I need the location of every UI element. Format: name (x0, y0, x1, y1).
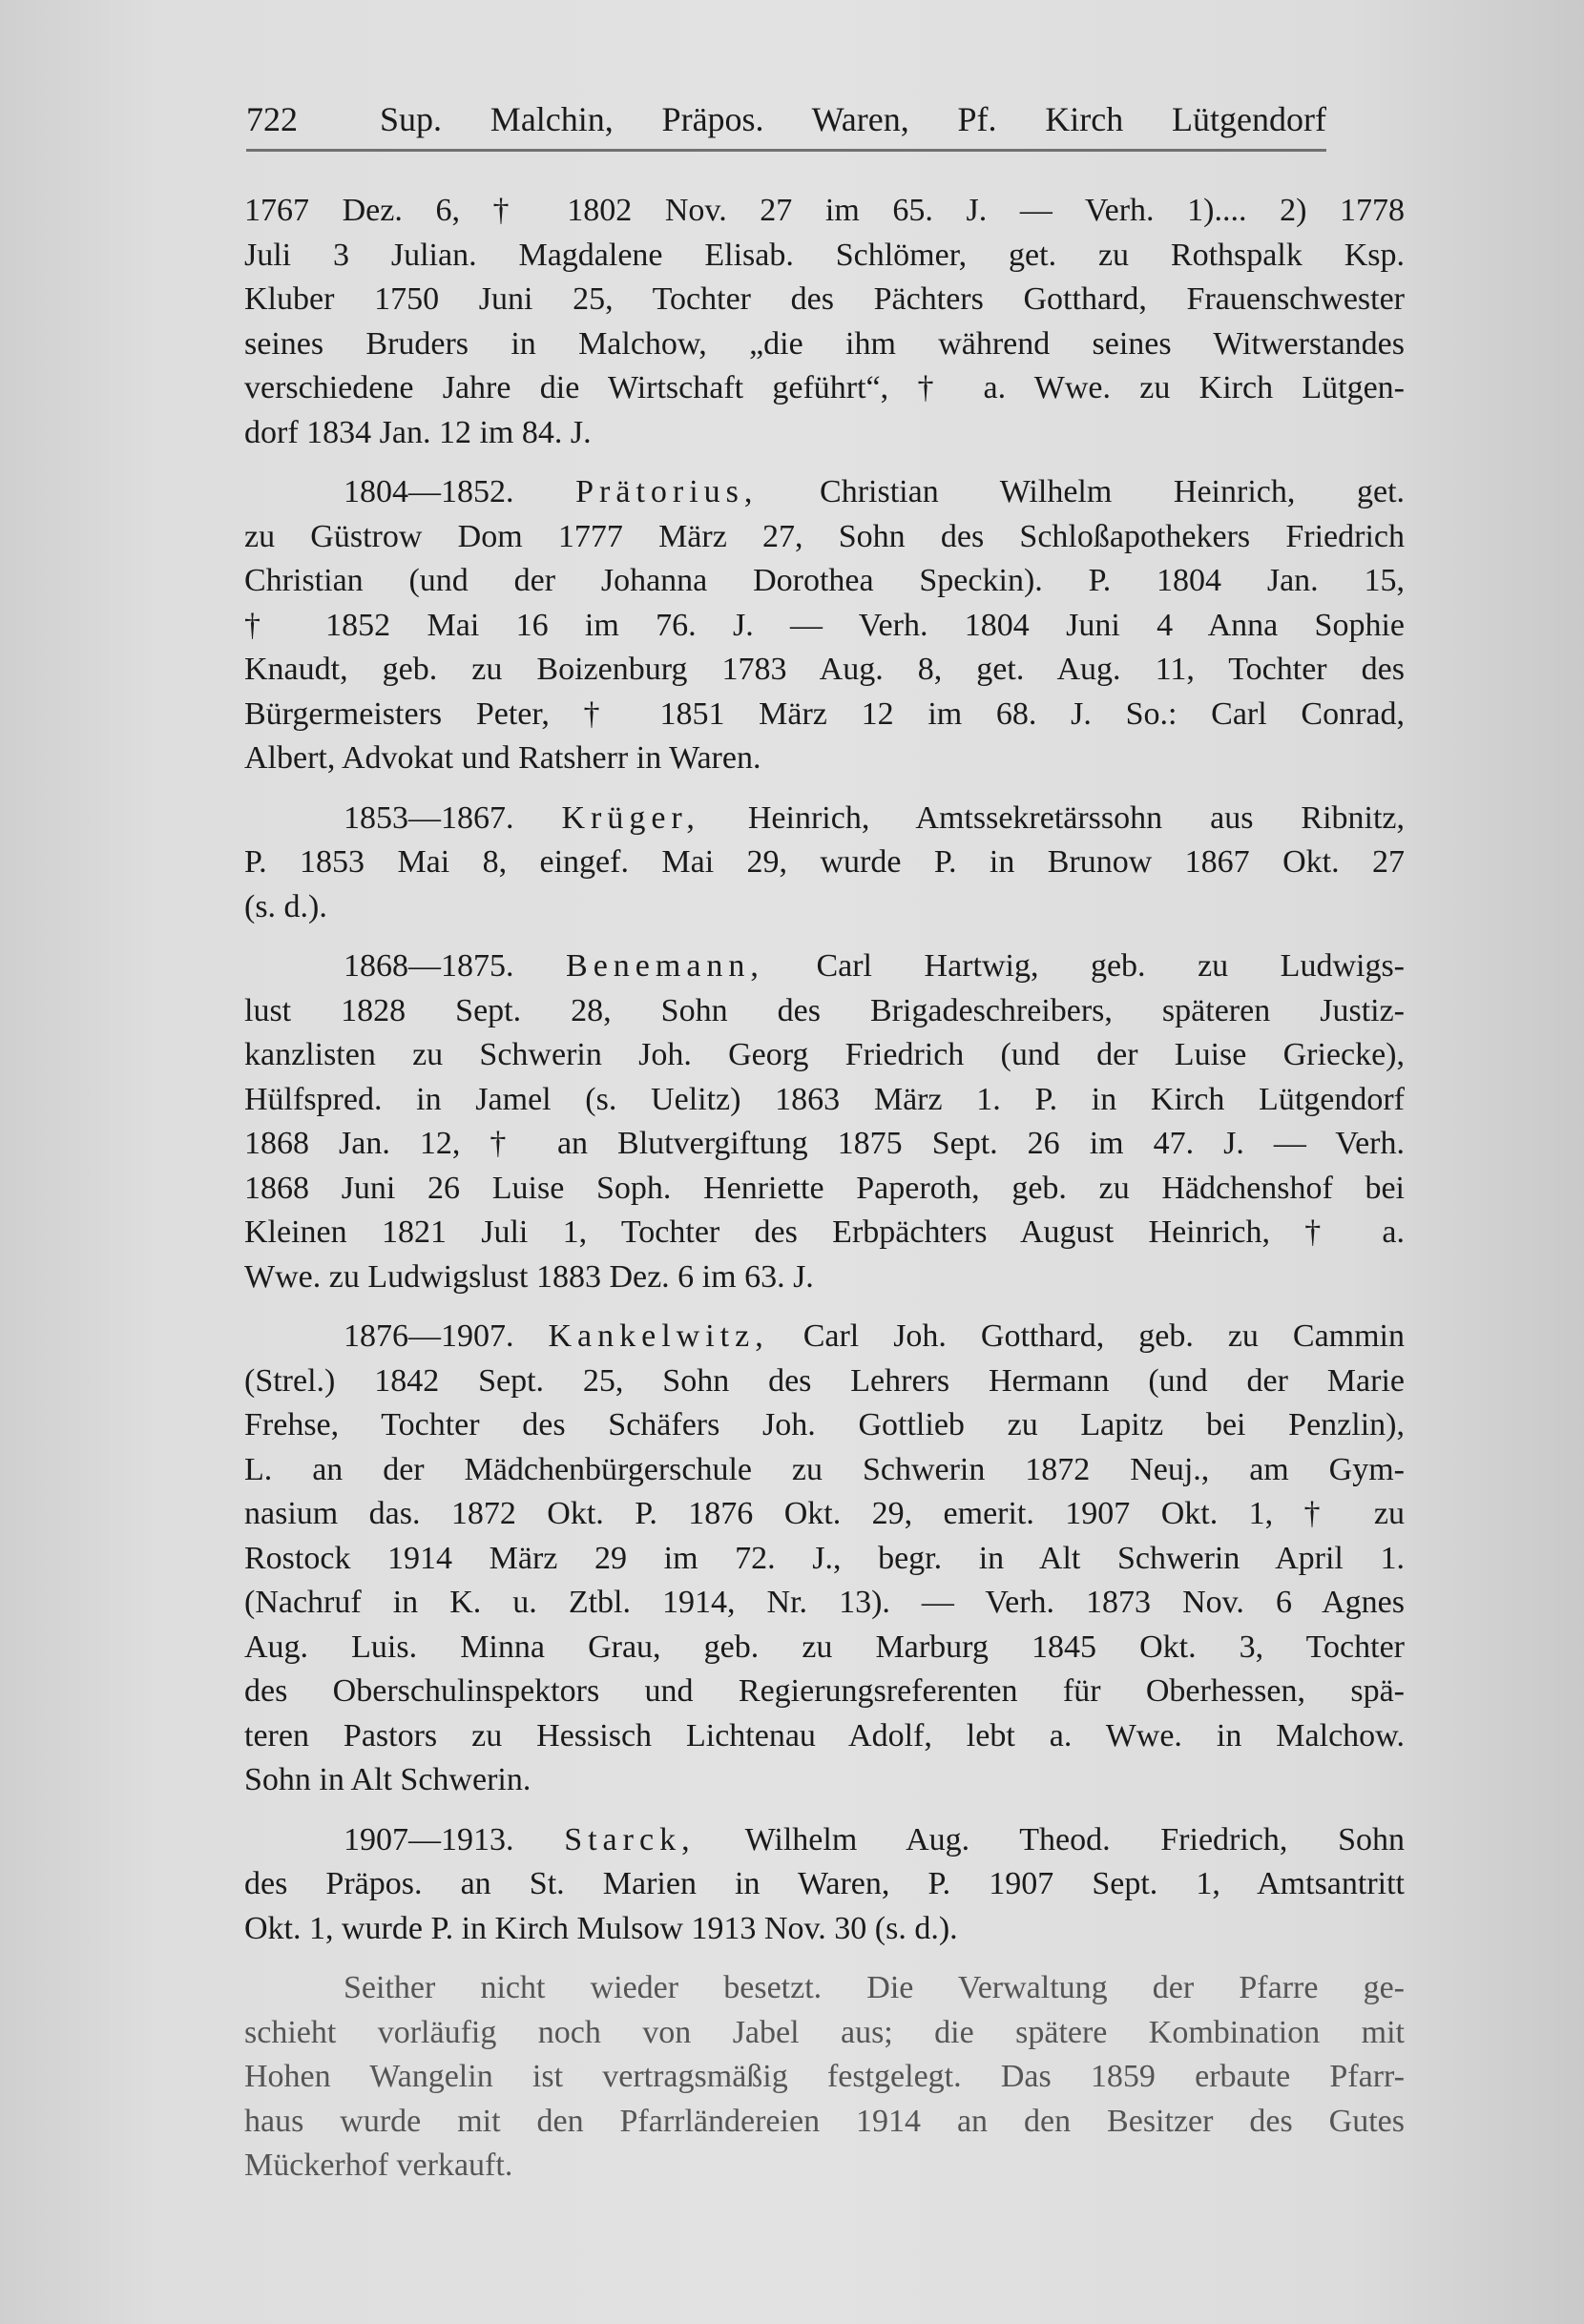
text-line: Christian (und der Johanna Dorothea Speckin). P. 1804 Jan. 15, (244, 563, 1405, 598)
entry-years: Seither nicht wieder besetzt. Die Verwaltung der Pfarre ge- (344, 1970, 1405, 2005)
text-line: 1868 Jan. 12, † an Blutvergiftung 1875 Sept. 26 im 47. J. — Verh. (244, 1126, 1405, 1161)
text-line: (Nachruf in K. u. Ztbl. 1914, Nr. 13). — Verh. 1873 Nov. 6 Agnes (244, 1585, 1405, 1620)
text-line: schieht vorläufig noch von Jabel aus; die spätere Kombination mit (244, 2014, 1405, 2050)
entry-kankelwitz (244, 1315, 1405, 1803)
first-line-rest: Carl Joh. Gotthard, geb. zu Cammin (802, 1318, 1405, 1354)
running-title: Sup. Malchin, Präpos. Waren, Pf. Kirch Lütgendorf (380, 100, 1326, 138)
pastor-surname: Starck, (564, 1821, 696, 1857)
first-line-rest: Wilhelm Aug. Theod. Friedrich, Sohn (744, 1821, 1405, 1857)
text-line: Juli 3 Julian. Magdalene Elisab. Schlömer, get. zu Rothspalk Ksp. (244, 237, 1405, 273)
text-line: Hülfspred. in Jamel (s. Uelitz) 1863 März 1. P. in Kirch Lütgendorf (244, 1081, 1405, 1117)
text-line: † 1852 Mai 16 im 76. J. — Verh. 1804 Juni 4 Anna Sophie (244, 607, 1405, 643)
first-line (244, 797, 1405, 841)
text-line: Hohen Wangelin ist vertragsmäßig festgelegt. Das 1859 erbaute Pfarr- (244, 2059, 1405, 2094)
text-line: Okt. 1, wurde P. in Kirch Mulsow 1913 Nov. 30 (s. d.). (244, 1910, 958, 1946)
text-line: haus wurde mit den Pfarrländereien 1914 an den Besitzer des Gutes (244, 2103, 1405, 2139)
text-line: Aug. Luis. Minna Grau, geb. zu Marburg 1845 Okt. 3, Tochter (244, 1629, 1405, 1665)
text-line: (Strel.) 1842 Sept. 25, Sohn des Lehrers Hermann (und der Marie (244, 1362, 1405, 1399)
text-line: Kluber 1750 Juni 25, Tochter des Pächters Gotthard, Frauenschwester (244, 281, 1405, 317)
text-line: Kleinen 1821 Juli 1, Tochter des Erbpächters August Heinrich, † a. (244, 1214, 1405, 1250)
text-line: Sohn in Alt Schwerin. (244, 1762, 531, 1797)
text-line: P. 1853 Mai 8, eingef. Mai 29, wurde P. in Brunow 1867 Okt. 27 (244, 844, 1405, 880)
text-line: verschiedene Jahre die Wirtschaft geführt“, † a. Wwe. zu Kirch Lütgen- (244, 370, 1405, 405)
first-line-rest: Carl Hartwig, geb. zu Ludwigs- (816, 948, 1405, 984)
first-line-rest: Heinrich, Amtssekretärssohn aus Ribnitz, (747, 799, 1405, 836)
text-line: Rostock 1914 März 29 im 72. J., begr. in Alt Schwerin April 1. (244, 1540, 1405, 1576)
entry-praetorius (244, 470, 1405, 781)
header-rule (246, 149, 1326, 152)
entry-krueger (244, 797, 1405, 930)
entry-years: 1876—1907. (344, 1318, 514, 1354)
text-line: (s. d.). (244, 888, 327, 924)
text-line: Knaudt, geb. zu Boizenburg 1783 Aug. 8, get. Aug. 11, Tochter des (244, 652, 1405, 687)
text-line: Albert, Advokat und Ratsherr in Waren. (244, 740, 761, 776)
pastor-surname: Kankelwitz, (548, 1318, 769, 1354)
entry-years: 1853—1867. (344, 799, 514, 836)
first-line (244, 470, 1405, 515)
text-line: zu Güstrow Dom 1777 März 27, Sohn des Schloßapothekers Friedrich (244, 518, 1405, 554)
pastor-surname: Krüger, (561, 799, 700, 836)
paragraph-continued (244, 189, 1405, 455)
text-line: Mückerhof verkauft. (244, 2148, 513, 2183)
text-line: Wwe. zu Ludwigslust 1883 Dez. 6 im 63. J. (244, 1258, 814, 1295)
first-line (244, 1966, 1405, 2011)
text-line: L. an der Mädchenbürgerschule zu Schwerin 1872 Neuj., am Gym- (244, 1451, 1405, 1487)
text-line: 1767 Dez. 6, † 1802 Nov. 27 im 65. J. — Verh. 1).... 2) 1778 (244, 193, 1405, 228)
text-line: seines Bruders in Malchow, „die ihm während seines Witwerstandes (244, 325, 1405, 362)
entry-years: 1907—1913. (344, 1821, 514, 1857)
running-header (246, 99, 1326, 143)
text-line: lust 1828 Sept. 28, Sohn des Brigadeschreibers, späteren Justiz- (244, 992, 1405, 1028)
text-line: 1868 Juni 26 Luise Soph. Henriette Paperoth, geb. zu Hädchenshof bei (244, 1170, 1405, 1206)
text-line: Frehse, Tochter des Schäfers Joh. Gottlieb zu Lapitz bei Penzlin), (244, 1407, 1405, 1442)
page-number: 722 (246, 100, 298, 138)
pastor-surname: Prätorius, (575, 474, 759, 509)
text-line: des Oberschulinspektors und Regierungsreferenten für Oberhessen, spä- (244, 1673, 1405, 1709)
first-line-rest: Christian Wilhelm Heinrich, get. (820, 474, 1405, 509)
pastor-surname: Benemann, (566, 948, 764, 984)
entry-starck (244, 1818, 1405, 1952)
text-line: Bürgermeisters Peter, † 1851 März 12 im 68. J. So.: Carl Conrad, (244, 695, 1405, 732)
first-line (244, 944, 1405, 989)
closing-paragraph (244, 1966, 1405, 2189)
first-line (244, 1315, 1405, 1359)
text-line: nasium das. 1872 Okt. P. 1876 Okt. 29, emerit. 1907 Okt. 1, † zu (244, 1496, 1405, 1531)
text-line: kanzlisten zu Schwerin Joh. Georg Friedrich (und der Luise Griecke), (244, 1037, 1405, 1072)
entry-years: 1804—1852. (344, 474, 514, 509)
text-line: dorf 1834 Jan. 12 im 84. J. (244, 414, 592, 450)
body-text (244, 189, 1405, 2204)
text-line: teren Pastors zu Hessisch Lichtenau Adolf, lebt a. Wwe. in Malchow. (244, 1717, 1405, 1753)
first-line (244, 1818, 1405, 1863)
entry-years: 1868—1875. (344, 948, 514, 984)
text-line: des Präpos. an St. Marien in Waren, P. 1907 Sept. 1, Amtsantritt (244, 1866, 1405, 1901)
entry-benemann (244, 944, 1405, 1299)
